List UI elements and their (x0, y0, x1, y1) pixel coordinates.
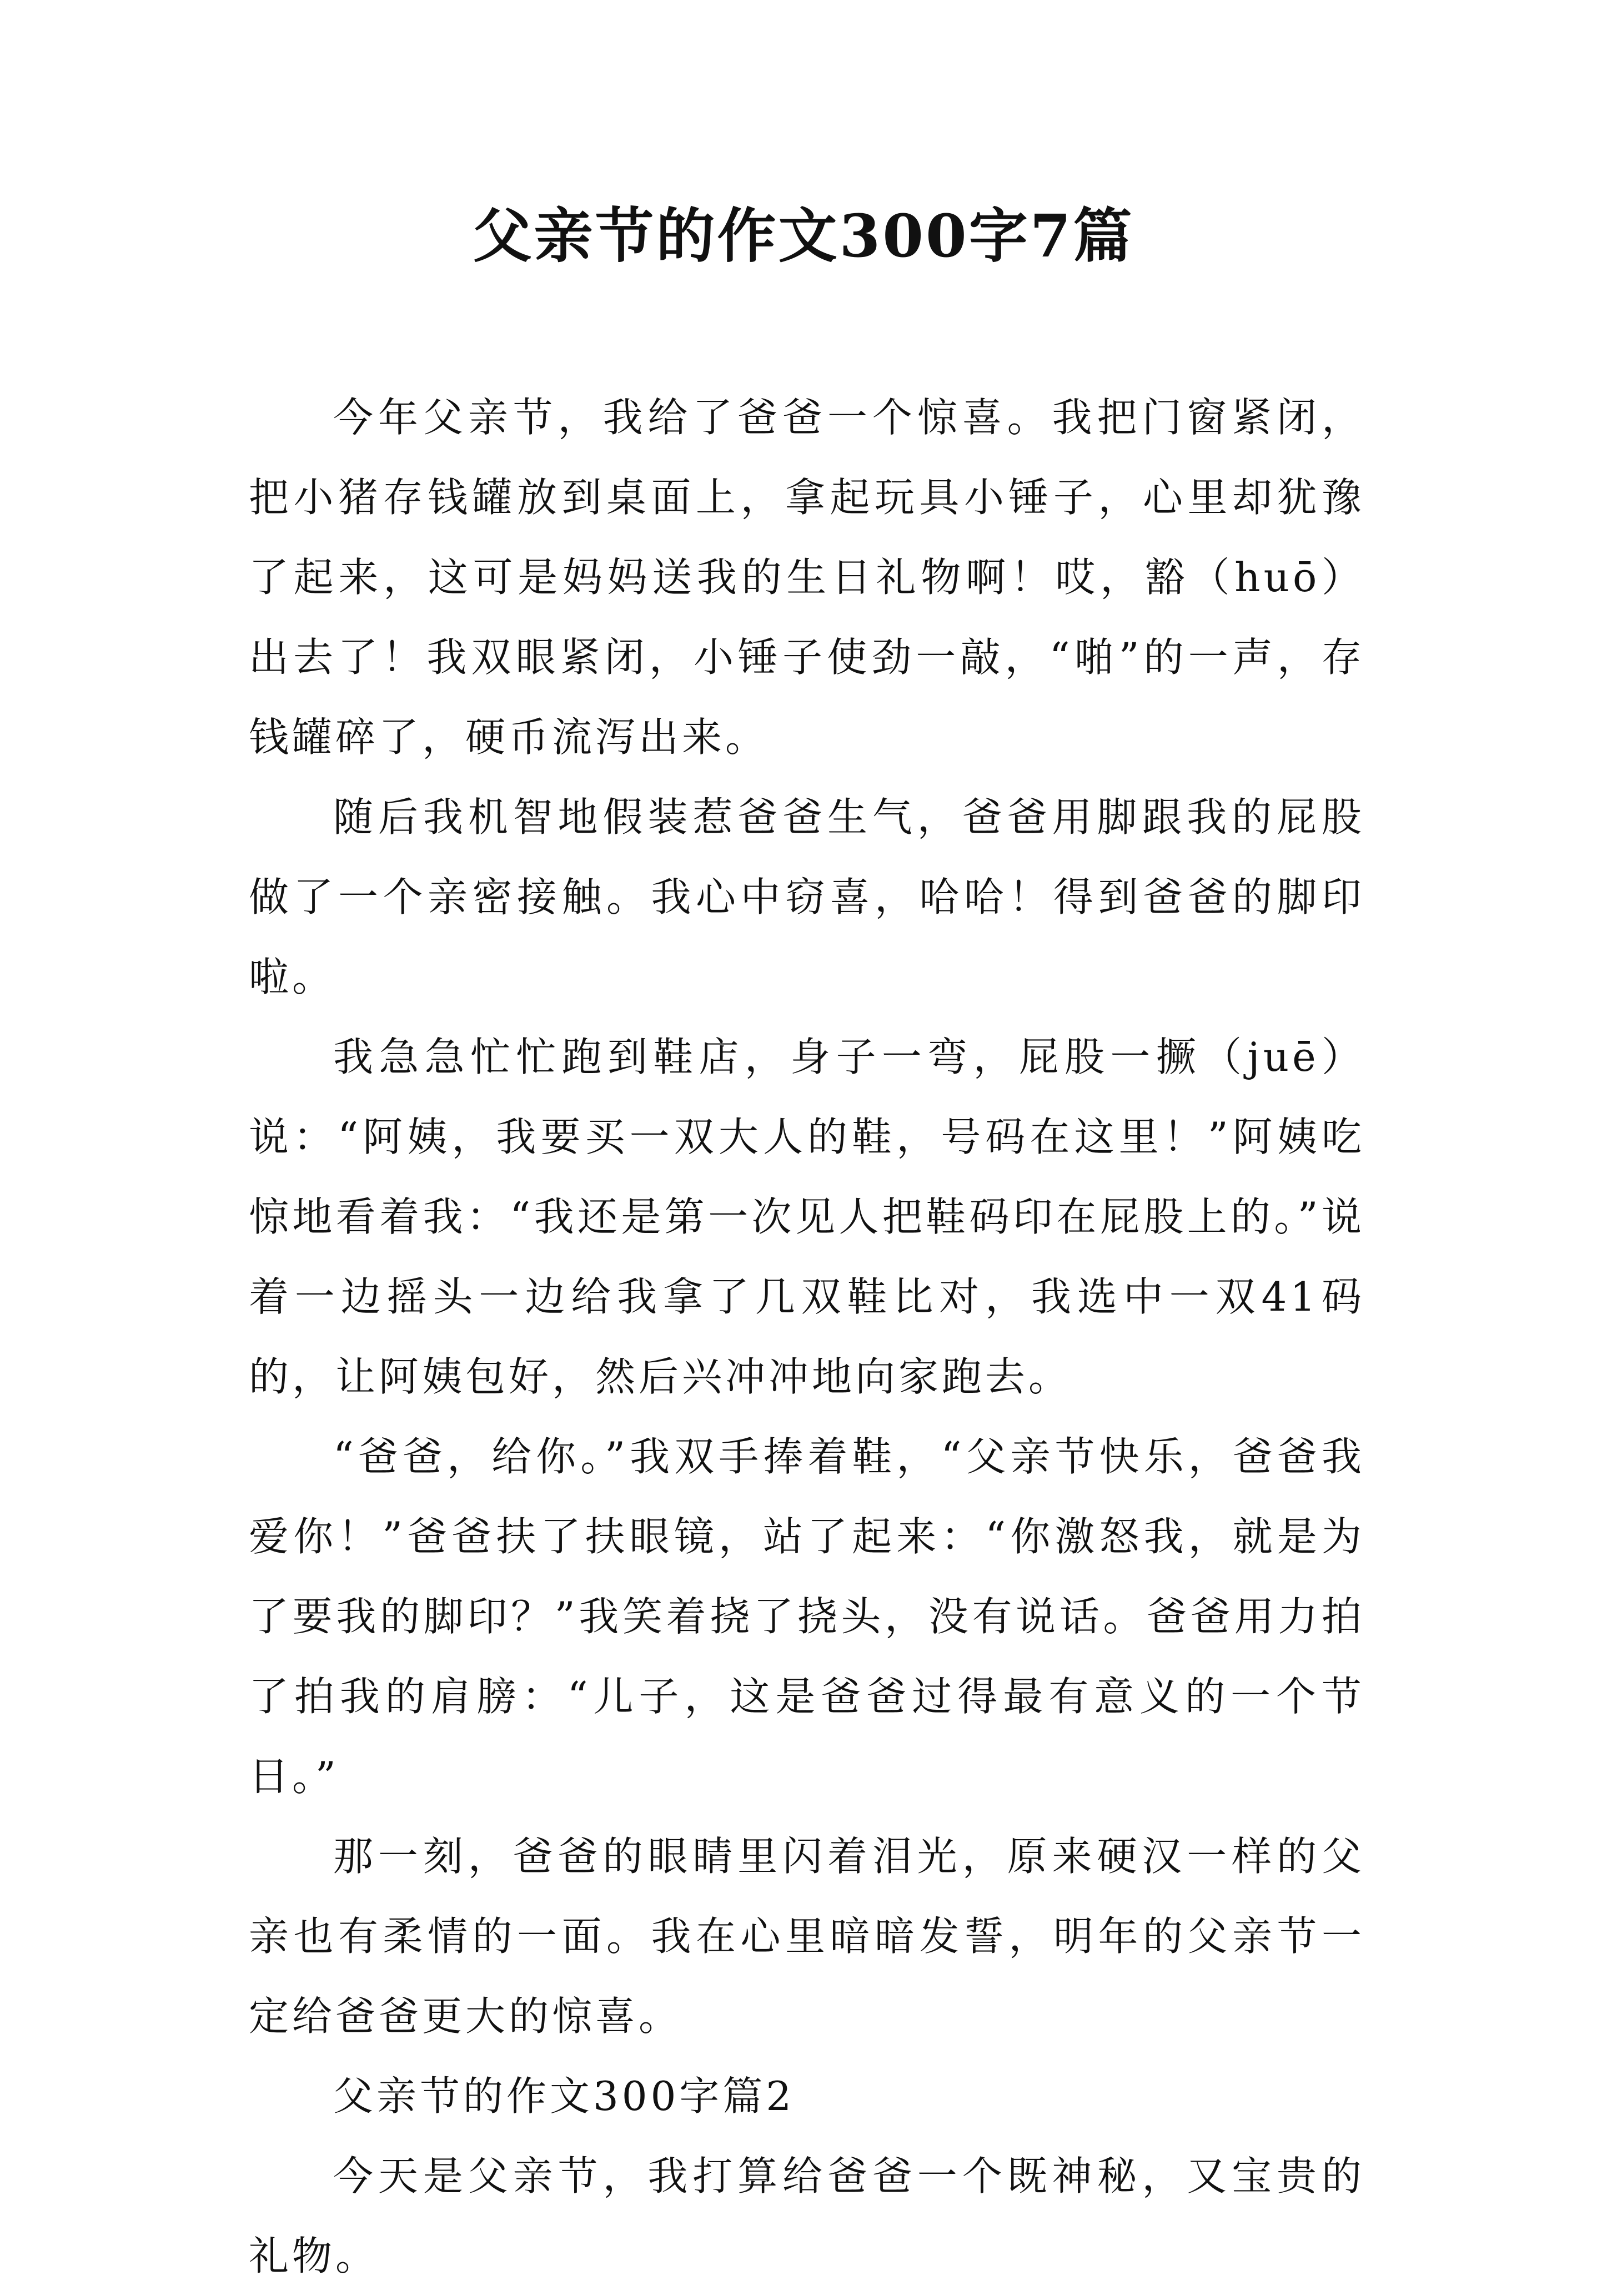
paragraph-2: 随后我机智地假装惹爸爸生气，爸爸用脚跟我的屁股做了一个亲密接触。我心中窃喜，哈哈！得到爸爸的脚印啦。 (249, 794, 1365, 1000)
paragraph-3: 我急急忙忙跑到鞋店，身子一弯，屁股一撅（juē）说：“阿姨，我要买一双大人的鞋，号码在这里！”阿姨吃惊地看着我：“我还是第一次见人把鞋码印在屁股上的。”说着一边摇头一边给我拿了几双鞋比对，我选中一双41码的，让阿姨包好，然后兴冲冲地向家跑去。 (249, 1034, 1365, 1400)
document-title: 父亲节的作文300字7篇 (473, 201, 1134, 270)
section-2-heading: 父亲节的作文300字篇2 (333, 2073, 795, 2119)
document-body (249, 377, 1365, 2296)
paragraph-5: 那一刻，爸爸的眼睛里闪着泪光，原来硬汉一样的父亲也有柔情的一面。我在心里暗暗发誓，明年的父亲节一定给爸爸更大的惊喜。 (249, 1833, 1365, 2040)
paragraph-4: “爸爸，给你。”我双手捧着鞋，“父亲节快乐，爸爸我爱你！”爸爸扶了扶眼镜，站了起来：“你激怒我，就是为了要我的脚印？”我笑着挠了挠头，没有说话。爸爸用力拍了拍我的肩膀：“儿子，这是爸爸过得最有意义的一个节日。” (249, 1433, 1365, 1800)
paragraph-1: 今年父亲节，我给了爸爸一个惊喜。我把门窗紧闭，把小猪存钱罐放到桌面上，拿起玩具小锤子，心里却犹豫了起来，这可是妈妈送我的生日礼物啊！哎，豁（huō）出去了！我双眼紧闭，小锤子使劲一敲，“啪”的一声，存钱罐碎了，硬币流泻出来。 (249, 394, 1365, 761)
section-2-paragraph-1: 今天是父亲节，我打算给爸爸一个既神秘，又宝贵的礼物。 (249, 2153, 1365, 2279)
